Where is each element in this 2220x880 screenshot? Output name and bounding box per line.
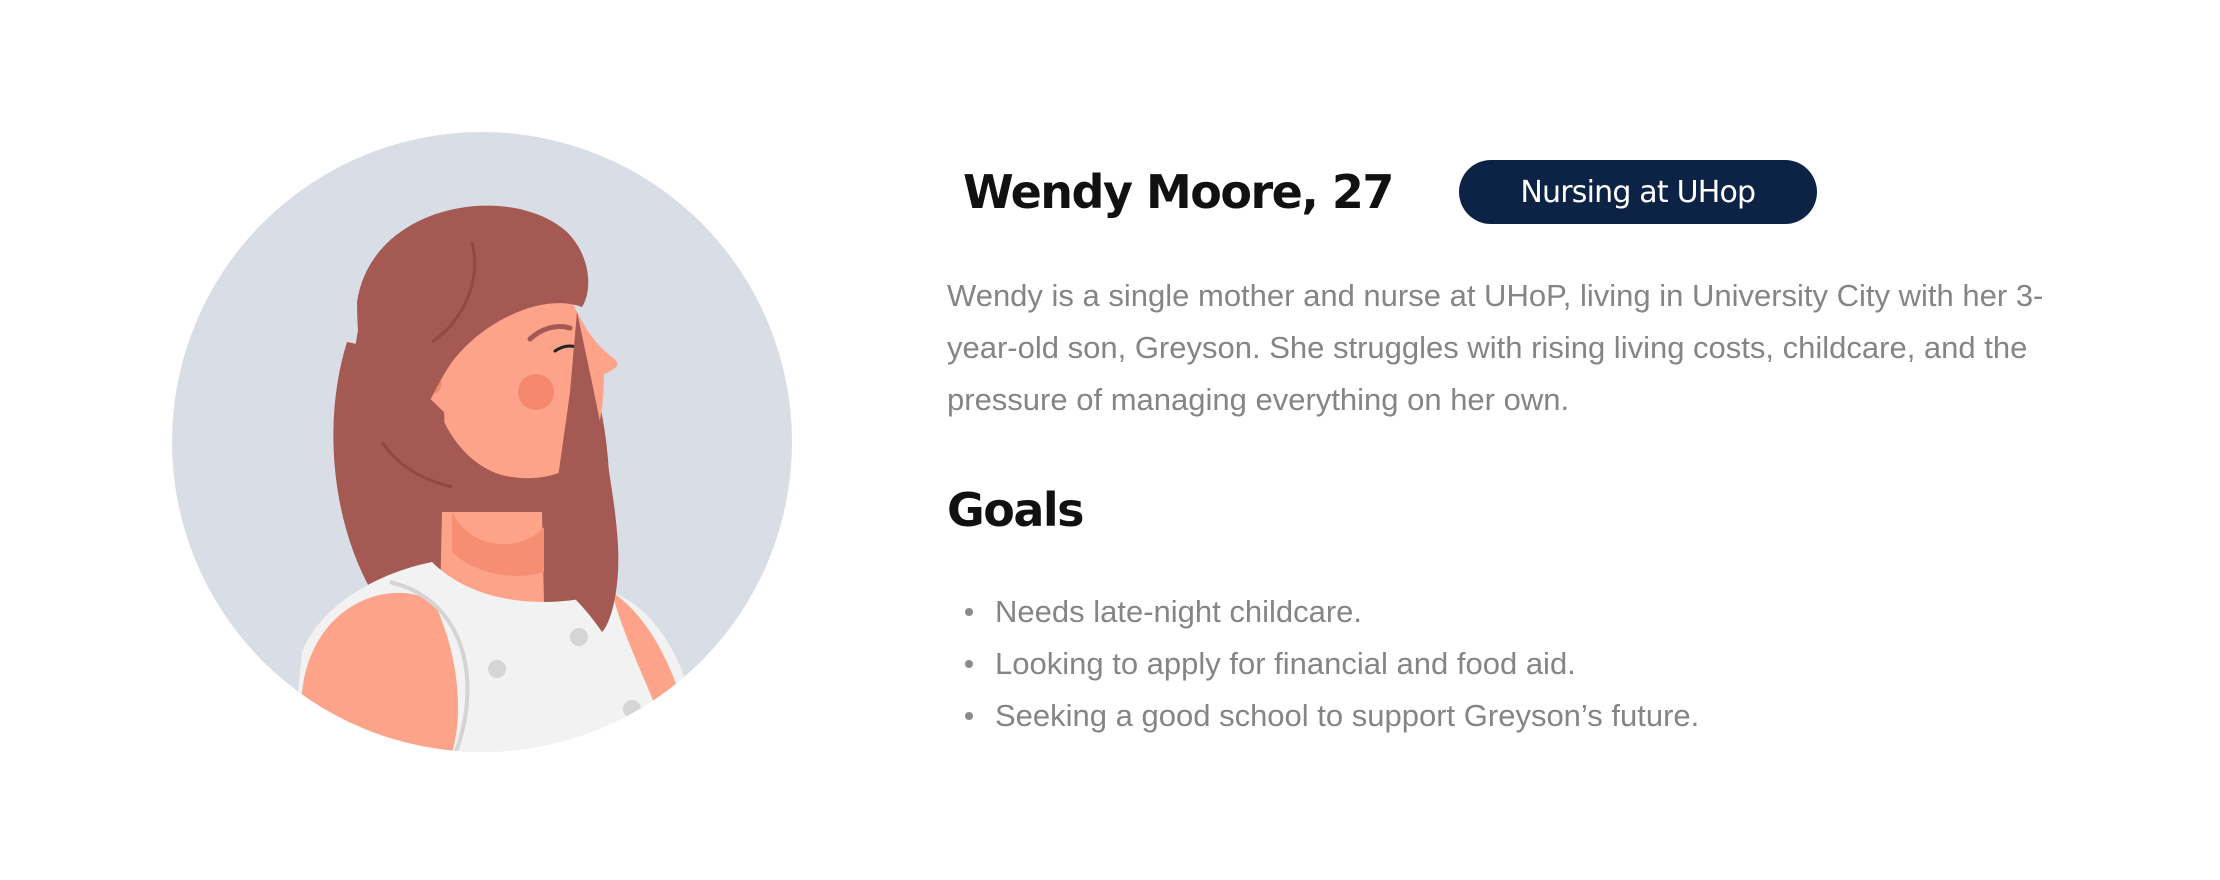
bullet-icon xyxy=(965,712,973,720)
list-item xyxy=(947,690,2087,742)
bullet-icon xyxy=(965,608,973,616)
goal-text: Seeking a good school to support Greyson’s future. xyxy=(995,698,1700,733)
goals-heading: Goals xyxy=(947,483,1084,537)
program-badge: Nursing at UHop xyxy=(1459,160,1817,224)
persona-bio: Wendy is a single mother and nurse at UHoP, living in University City with her 3-year-old son, Greyson. She struggles with rising living costs, childcare, and the pressure of managing everything on her own. xyxy=(947,278,2044,417)
persona-info xyxy=(947,160,2087,742)
list-item xyxy=(947,586,2087,638)
goal-text: Needs late-night childcare. xyxy=(995,594,1363,629)
list-item xyxy=(947,638,2087,690)
goal-text: Looking to apply for financial and food aid. xyxy=(995,646,1576,681)
bullet-icon xyxy=(965,660,973,668)
avatar xyxy=(172,132,792,752)
goals-list xyxy=(947,586,2087,742)
persona-name: Wendy Moore, 27 xyxy=(963,165,1393,219)
woman-portrait-icon xyxy=(172,132,792,752)
persona-header xyxy=(947,160,2087,224)
